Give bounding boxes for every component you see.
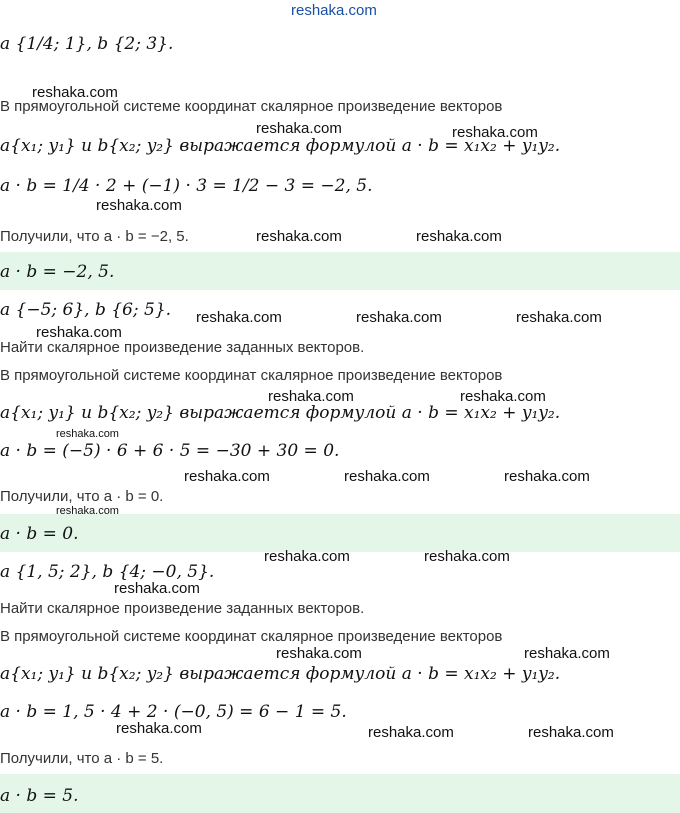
answer-band (0, 774, 680, 813)
answer-line: a · b = −2, 5. (0, 262, 115, 282)
watermark: reshaka.com (524, 645, 610, 662)
watermark: reshaka.com (32, 84, 118, 101)
watermark: reshaka.com (344, 468, 430, 485)
watermark: reshaka.com (114, 580, 200, 597)
watermark: reshaka.com (264, 548, 350, 565)
watermark: reshaka.com (356, 309, 442, 326)
watermark: reshaka.com (256, 228, 342, 245)
watermark: reshaka.com (268, 388, 354, 405)
answer-line: a · b = 0. (0, 524, 79, 544)
formula-line: a{x₁; y₁} и b{x₂; y₂} выражается формулой a · b = x₁x₂ + y₁y₂. (0, 136, 561, 156)
watermark: reshaka.com (460, 388, 546, 405)
watermark: reshaka.com (291, 2, 377, 19)
watermark: reshaka.com (516, 309, 602, 326)
watermark: reshaka.com (96, 197, 182, 214)
calculation-line: a · b = (−5) · 6 + 6 · 5 = −30 + 30 = 0. (0, 441, 340, 461)
theory-text: В прямоугольной системе координат скалярное произведение векторов (0, 98, 503, 115)
watermark: reshaka.com (116, 720, 202, 737)
watermark: reshaka.com (368, 724, 454, 741)
answer-band (0, 514, 680, 552)
watermark: reshaka.com (424, 548, 510, 565)
result-text: Получили, что a · b = 5. (0, 750, 164, 767)
watermark: reshaka.com (56, 505, 119, 517)
watermark: reshaka.com (528, 724, 614, 741)
watermark: reshaka.com (56, 428, 119, 440)
watermark: reshaka.com (276, 645, 362, 662)
formula-line: a{x₁; y₁} и b{x₂; y₂} выражается формулой a · b = x₁x₂ + y₁y₂. (0, 403, 561, 423)
task-text: Найти скалярное произведение заданных векторов. (0, 600, 365, 617)
watermark: reshaka.com (36, 324, 122, 341)
vectors-line: a {1, 5; 2}, b {4; −0, 5}. (0, 562, 215, 582)
watermark: reshaka.com (416, 228, 502, 245)
vectors-line: a {−5; 6}, b {6; 5}. (0, 300, 172, 320)
theory-text: В прямоугольной системе координат скалярное произведение векторов (0, 367, 503, 384)
theory-text: В прямоугольной системе координат скалярное произведение векторов (0, 628, 503, 645)
watermark: reshaka.com (196, 309, 282, 326)
watermark: reshaka.com (256, 120, 342, 137)
result-text: Получили, что a · b = 0. (0, 488, 164, 505)
calculation-line: a · b = 1, 5 · 4 + 2 · (−0, 5) = 6 − 1 = 5. (0, 702, 347, 722)
result-text: Получили, что a · b = −2, 5. (0, 228, 189, 245)
answer-line: a · b = 5. (0, 786, 79, 806)
watermark: reshaka.com (452, 124, 538, 141)
vectors-line: a {1/4; 1}, b {2; 3}. (0, 34, 174, 54)
calculation-line: a · b = 1/4 · 2 + (−1) · 3 = 1/2 − 3 = −2, 5. (0, 176, 373, 196)
task-text: Найти скалярное произведение заданных векторов. (0, 339, 365, 356)
watermark: reshaka.com (504, 468, 590, 485)
watermark: reshaka.com (184, 468, 270, 485)
formula-line: a{x₁; y₁} и b{x₂; y₂} выражается формулой a · b = x₁x₂ + y₁y₂. (0, 664, 561, 684)
